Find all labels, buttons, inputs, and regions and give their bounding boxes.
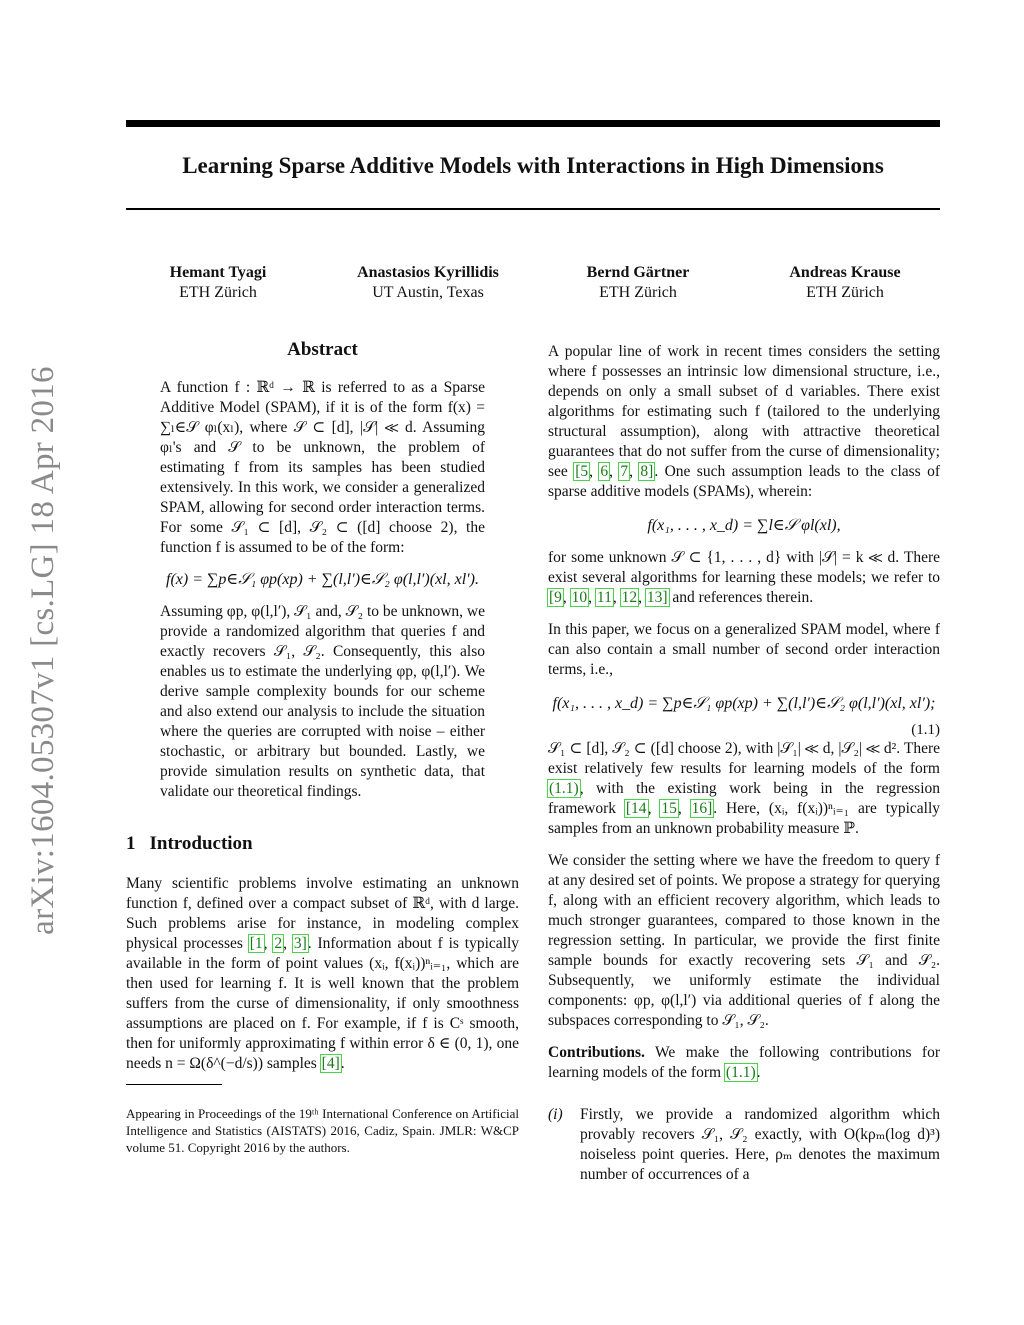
intro-paragraph: Many scientific problems involve estimating an unknown function f, defined over a compact subset of ℝᵈ, with d large. Such problems arise for instance, in modeling complex physical processes [1, 2, 3]. Information about f is typically available in the form of point values (xᵢ, f(xᵢ))ⁿᵢ₌₁, which are then used for learning f. It is well known that the problem suffers from the curse of dimensionality, if only smoothness assumptions are placed on f. For example, if f is Cˢ smooth, then for uniformly approximating f within error δ ∈ (0, 1), one needs n = Ω(δ^(−d/s)) samples [4]. — [126, 875, 519, 1072]
text-run: . Information about f is typically available in the form of point values (xᵢ, f(xᵢ))ⁿᵢ₌₁, which are then used for learning f. It is well known that the problem suffers from the curse of dimensionality, if only smoothness assumptions are placed on f. For example, if f is Cˢ smooth, then for uniformly approximating f within error δ ∈ (0, 1), one needs n = Ω(δ^(−d/s)) samples — [126, 935, 519, 1072]
text-run: and references therein. — [668, 589, 814, 606]
text-run: . One such assumption leads to the class of sparse additive models (SPAMs), wherein: — [548, 463, 941, 500]
text-run: We make the following contributions for learning models of the form — [548, 1044, 940, 1081]
citation-link[interactable]: 16] — [691, 800, 713, 817]
arxiv-sidebar-stamp — [18, 350, 68, 950]
citation-link[interactable]: 3] — [293, 935, 307, 952]
text-run: . Here, (xᵢ, f(xᵢ))ⁿᵢ₌₁ are typically samples from an unknown probability measure ℙ. — [548, 800, 940, 837]
abstract-heading: Abstract — [287, 339, 358, 360]
citation-link[interactable]: [4] — [321, 1055, 340, 1072]
abstract-paragraph: Assuming φp, φ(l,l′), 𝒮₁ and, 𝒮₂ to be unknown, we provide a randomized algorithm that queries f and exactly recovers 𝒮₁, 𝒮₂. Consequently, this also enables us to estimate the underlying φp, φ(l,l′). We derive sample complexity bounds for our scheme and also extend our analysis to include the situation where the queries are corrupted with noise – either stochastic, or arbitrary but bounded. Lastly, we provide simulation results on synthetic data, that validate our theoretical findings. — [160, 603, 485, 800]
citation-link[interactable]: 13] — [646, 589, 668, 606]
citation-link[interactable]: [5 — [575, 463, 589, 480]
equation-ref-link[interactable]: (1.1) — [549, 780, 579, 797]
contributions-label: Contributions. — [548, 1044, 645, 1061]
citation-link[interactable]: 11 — [596, 589, 612, 606]
author-block — [528, 263, 748, 303]
footnote: Appearing in Proceedings of the 19ᵗʰ International Conference on Artificial Intelligence and Statistics (AISTATS) 2016, Cadiz, Spain. JMLR: W&CP volume 51. Copyright 2016 by the authors. — [126, 1106, 519, 1155]
author-name: Hemant Tyagi — [169, 264, 267, 281]
section-title: Introduction — [149, 833, 253, 854]
citation-link[interactable]: [14 — [625, 800, 647, 817]
text-run: for some unknown 𝒮 ⊂ {1, . . . , d} with |𝒮| = k ≪ d. There exist several algorithms for learning these models; we refer to — [548, 549, 940, 586]
top-rule — [126, 120, 940, 127]
right-column — [548, 342, 940, 1185]
left-column — [126, 338, 519, 1156]
list-item-text: Firstly, we provide a randomized algorithm which provably recovers 𝒮₁, 𝒮₂ exactly, with O(kρₘ(log d)³) noiseless point queries. Here, ρₘ denotes the maximum number of occurrences of a — [580, 1106, 940, 1183]
author-affiliation: ETH Zürich — [179, 284, 257, 301]
equation-ref-link[interactable]: (1.1) — [725, 1064, 756, 1081]
abstract-body — [160, 378, 485, 802]
text-run: , with the existing work being in the regression framework — [548, 780, 940, 817]
text-run: A popular line of work in recent times considers the setting where f possesses an intrinsic low dimensional structure, i.e., depends on only a small subset of d variables. There exist algorithms for estimating such f (tailored to the underlying structural assumption), along with attractive theoretical guarantees that do not suffer from the curse of dimensionality; see — [548, 343, 940, 480]
body-paragraph: 𝒮₁ ⊂ [d], 𝒮₂ ⊂ ([d] choose 2), with |𝒮₁| ≪ d, |𝒮₂| ≪ d². There exist relatively few results for learning models of the form (1.1), with the existing work being in the regression framework [14, 15, 16]. Here, (xᵢ, f(xᵢ))ⁿᵢ₌₁ are typically samples from an unknown probability measure ℙ. — [548, 740, 940, 837]
footnote-rule — [126, 1084, 222, 1085]
body-paragraph: A popular line of work in recent times considers the setting where f possesses an intrinsic low dimensional structure, i.e., depends on only a small subset of d variables. There exist algorithms for estimating such f (tailored to the underlying structural assumption), along with attractive theoretical guarantees that do not suffer from the curse of dimensionality; see [5, 6, 7, 8]. One such assumption leads to the class of sparse additive models (SPAMs), wherein: — [548, 343, 941, 500]
paper-title: Learning Sparse Additive Models with Interactions in High Dimensions — [182, 153, 884, 178]
citation-link[interactable]: 7 — [620, 463, 629, 480]
citation-link[interactable]: 10 — [571, 589, 588, 606]
title-rule — [126, 208, 940, 210]
citation-link[interactable]: 6 — [600, 463, 609, 480]
equation: f(x₁, . . . , x_d) = ∑l∈𝒮 φl(xl), — [647, 517, 841, 534]
author-affiliation: ETH Zürich — [806, 284, 884, 301]
contributions-paragraph — [548, 1043, 940, 1083]
author-name: Andreas Krause — [789, 264, 901, 281]
text-run: . — [756, 1064, 761, 1081]
citation-link[interactable]: [1 — [249, 935, 263, 952]
text-run: . — [340, 1055, 345, 1072]
text-run: 𝒮₁ ⊂ [d], 𝒮₂ ⊂ ([d] choose 2), with |𝒮₁| ≪ d, |𝒮₂| ≪ d². There exist relatively few results for learning models of the form — [548, 740, 940, 777]
author-name: Anastasios Kyrillidis — [357, 264, 499, 281]
body-paragraph: for some unknown 𝒮 ⊂ {1, . . . , d} with |𝒮| = k ≪ d. There exist several algorithms for learning these models; we refer to [9, 10, 11, 12, 13] and references therein. — [548, 549, 940, 606]
author-affiliation: UT Austin, Texas — [372, 284, 484, 301]
section-heading — [126, 832, 519, 856]
body-paragraph: We consider the setting where we have the freedom to query f at any desired set of points. We propose a strategy for querying f, along with an efficient recovery algorithm, which leads to much stronger guarantees, compared to those known in the regression setting. In particular, we provide the first finite sample bounds for exactly recovering sets 𝒮₁ and 𝒮₂. Subsequently, we uniformly estimate the individual components: φp, φ(l,l′) via additional queries of f along the subspaces corresponding to 𝒮₁, 𝒮₂. — [548, 852, 940, 1029]
citation-link[interactable]: [9 — [549, 589, 562, 606]
author-affiliation: ETH Zürich — [599, 284, 677, 301]
arxiv-id: arXiv:1604.05307v1 [cs.LG] 18 Apr 2016 — [24, 365, 61, 935]
citation-link[interactable]: 12 — [621, 589, 638, 606]
author-block — [108, 263, 328, 303]
citation-link[interactable]: 15 — [661, 800, 677, 817]
text-run: Many scientific problems involve estimating an unknown function f, defined over a compact subset of ℝᵈ, with d large. Such problems arise for instance, in modeling complex physical processes — [126, 875, 519, 952]
citation-link[interactable]: 2 — [274, 935, 283, 952]
abstract-paragraph: A function f : ℝᵈ → ℝ is referred to as a Sparse Additive Model (SPAM), if it is of the form f(x) = ∑ₗ∈𝒮 φₗ(xₗ), where 𝒮 ⊂ [d], |𝒮| ≪ d. Assuming φₗ's and 𝒮 to be unknown, the problem of estimating f from its samples has been studied extensively. In this work, we consider a generalized SPAM, allowing for second order interaction terms. For some 𝒮₁ ⊂ [d], 𝒮₂ ⊂ ([d] choose 2), the function f is assumed to be of the form: — [160, 379, 485, 556]
section-number: 1 — [126, 833, 136, 854]
equation: f(x₁, . . . , x_d) = ∑p∈𝒮₁ φp(xp) + ∑(l,l′)∈𝒮₂ φ(l,l′)(xl, xl′); — [552, 695, 936, 712]
author-name: Bernd Gärtner — [586, 264, 690, 281]
list-item — [548, 1105, 940, 1185]
author-block — [735, 263, 955, 303]
body-paragraph: In this paper, we focus on a generalized SPAM model, where f can also contain a small number of second order interaction terms, i.e., — [548, 621, 940, 678]
citation-link[interactable]: 8] — [640, 463, 654, 480]
author-block — [318, 263, 538, 303]
abstract-equation: f(x) = ∑p∈𝒮₁ φp(xp) + ∑(l,l′)∈𝒮₂ φ(l,l′)(xl, xl′). — [166, 571, 479, 588]
list-marker: (i) — [548, 1106, 563, 1123]
equation-number: (1.1) — [911, 722, 940, 738]
